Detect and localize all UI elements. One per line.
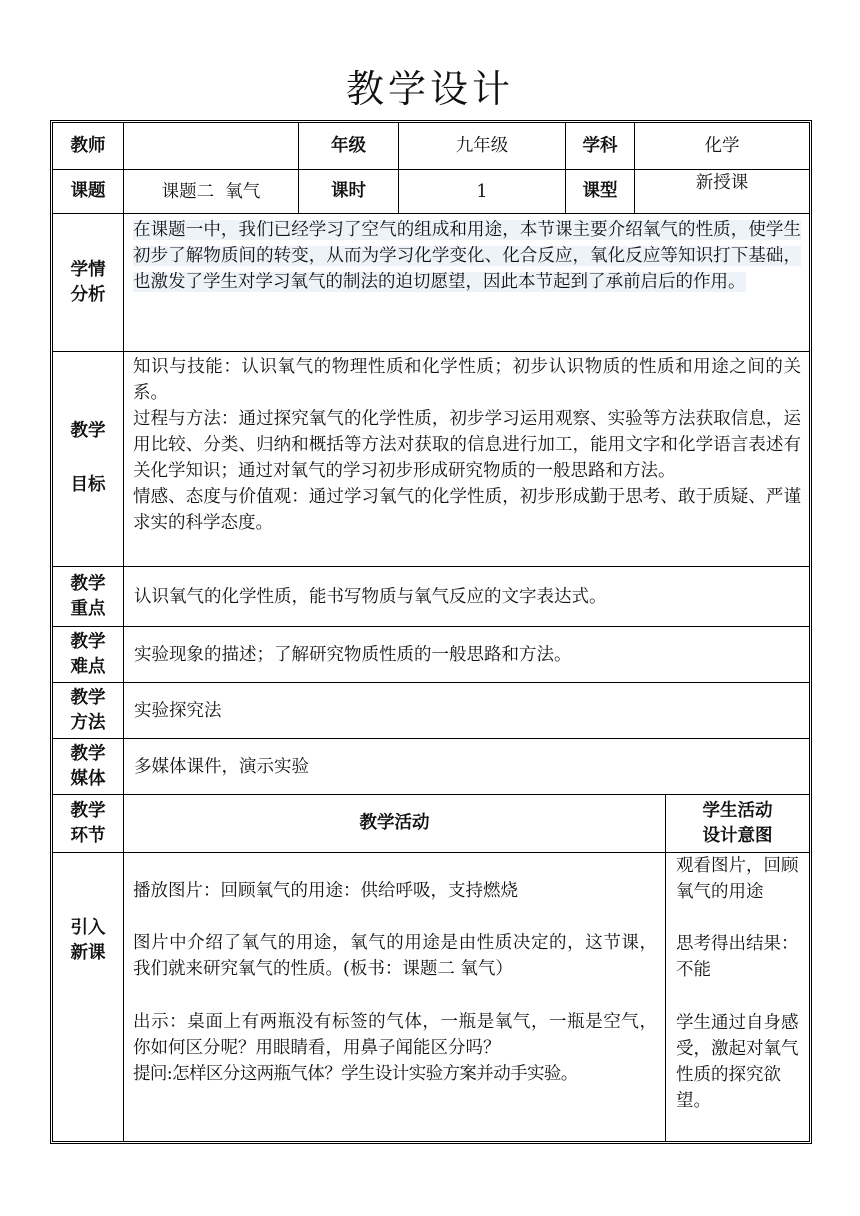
analysis-text-cell [124, 217, 809, 351]
topic-label: 课题 [70, 181, 106, 201]
objective-attitude: 情感、态度与价值观：通过学习氧气的化学性质，初步形成勤于思考、敢于质疑、严谨求实的科学态度。 [133, 487, 801, 533]
key-points-label [53, 567, 123, 626]
lesson-plan-table [50, 120, 812, 1144]
stage-header [53, 795, 123, 852]
objectives-label-line2: 目标 [70, 475, 106, 495]
method-text: 实验探究法 [134, 700, 222, 721]
intro-student-cell [666, 853, 809, 1141]
intro-label-line2: 新课 [70, 943, 106, 963]
difficulties-label-line2: 难点 [70, 656, 106, 677]
type-value: 新授课 [695, 173, 749, 193]
media-label [53, 739, 123, 794]
intro-activity-1: 播放图片：回顾氧气的用途：供给呼吸，支持燃烧 [133, 881, 518, 901]
intro-student-1: 观看图片，回顾氧气的用途 [676, 856, 799, 902]
analysis-label-line2: 分析 [70, 284, 106, 305]
difficulties-label-line1: 教学 [70, 631, 106, 652]
intro-label [53, 853, 123, 1141]
grade-label: 年级 [331, 135, 366, 156]
stage-header-line1: 教学 [70, 800, 106, 821]
subject-value: 化学 [704, 136, 740, 156]
hours-value: 1 [476, 181, 488, 202]
media-label-line1: 教学 [70, 743, 106, 764]
intro-activity-3: 出示：桌面上有两瓶没有标签的气体，一瓶是氧气，一瓶是空气，你如何区分呢？用眼睛看，用鼻子闻能区分吗？ [133, 1012, 657, 1058]
type-label: 课型 [582, 181, 618, 201]
difficulties-label [53, 627, 123, 682]
objectives-text-cell [124, 354, 809, 566]
intro-student-2: 思考得出结果：不能 [676, 934, 799, 980]
objectives-label [53, 352, 123, 566]
method-label-line2: 方法 [70, 712, 106, 733]
teacher-label: 教师 [70, 135, 106, 156]
objective-process: 过程与方法：通过探究氧气的化学性质，初步学习运用观察、实验等方法获取信息，运用比较、分类、归纳和概括等方法对获取的信息进行加工，能用文字和化学语言表述有关化学知识；通过对氧气的学习初步形成研究物质的一般思路和方法。 [133, 409, 801, 481]
key-points-label-line1: 教学 [70, 573, 106, 594]
method-label [53, 683, 123, 738]
grade-value: 九年级 [455, 136, 509, 156]
intro-activity-cell [124, 853, 665, 1141]
student-header-line2: 设计意图 [702, 825, 773, 846]
media-text: 多媒体课件，演示实验 [134, 756, 309, 777]
topic-value: 课题二 氧气 [161, 181, 261, 202]
analysis-label [53, 214, 123, 351]
objectives-label-line1: 教学 [70, 421, 106, 441]
media-label-line2: 媒体 [70, 768, 106, 789]
page-title: 教学设计 [345, 67, 514, 111]
analysis-label-line1: 学情 [70, 259, 106, 280]
intro-label-line1: 引入 [70, 918, 106, 938]
intro-activity-4: 提问:怎样区分这两瓶气体？学生设计实验方案并动手实验。 [133, 1064, 578, 1084]
hours-label: 课时 [331, 181, 366, 201]
intro-student-3: 学生通过自身感受，激起对氧气性质的探究欲望。 [676, 1013, 799, 1111]
analysis-text: 在课题一中，我们已经学习了空气的组成和用途，本节课主要介绍氧气的性质，使学生初步了解物质间的转变，从而为学习化学变化、化合反应，氧化反应等知识打下基础，也激发了学生对学习氧气的制法的迫切愿望，因此本节起到了承前启后的作用。 [133, 220, 801, 292]
teacher-value [124, 123, 298, 169]
student-header-line1: 学生活动 [702, 800, 773, 821]
intro-activity-2: 图片中介绍了氧气的用途，氧气的用途是由性质决定的，这节课，我们就来研究氧气的性质。(板书：课题二 氧气） [133, 933, 657, 979]
key-points-text: 认识氧气的化学性质，能书写物质与氧气反应的文字表达式。 [134, 586, 607, 607]
objective-knowledge: 知识与技能：认识氧气的物理性质和化学性质；初步认识物质的性质和用途之间的关系。 [133, 357, 801, 403]
method-label-line1: 教学 [70, 687, 106, 708]
key-points-label-line2: 重点 [70, 598, 106, 619]
difficulties-text: 实验现象的描述；了解研究物质性质的一般思路和方法。 [134, 644, 572, 665]
subject-label: 学科 [582, 135, 618, 156]
stage-header-line2: 环节 [70, 825, 106, 846]
activity-header: 教学活动 [359, 813, 430, 833]
student-header [666, 795, 809, 852]
